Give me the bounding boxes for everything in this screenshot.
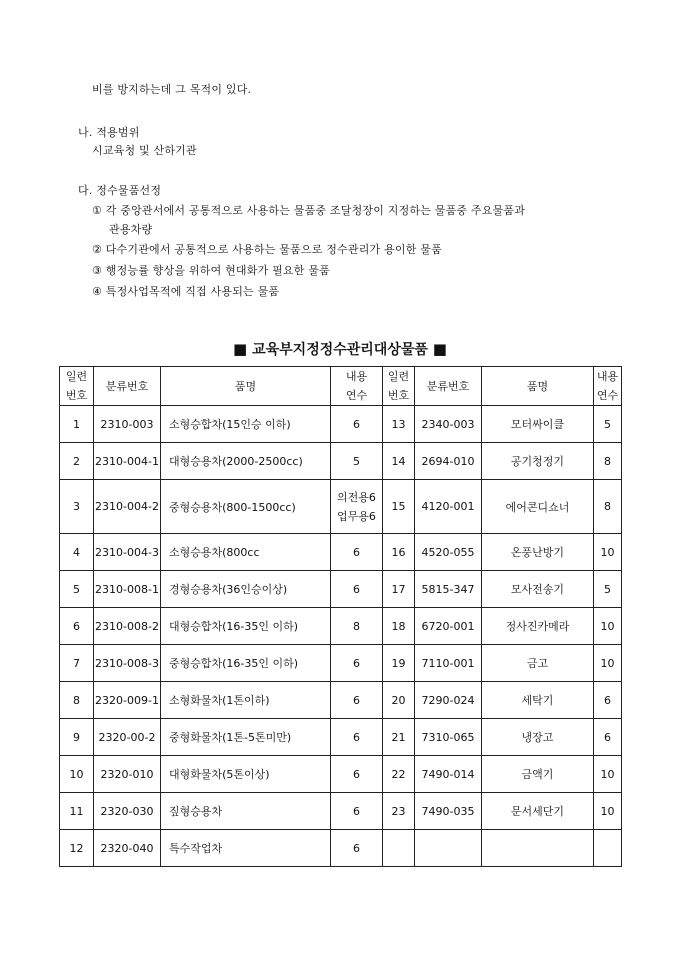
criteria-item-4: ④ 특정사업목적에 직접 사용되는 물품 <box>92 285 280 298</box>
life-cell: 6 <box>331 793 383 830</box>
life-cell: 6 <box>331 756 383 793</box>
name-cell: 금고 <box>482 645 594 682</box>
life-cell: 6 <box>331 682 383 719</box>
name-cell: 에어콘디쇼너 <box>482 480 594 534</box>
life-cell: 6 <box>594 719 622 756</box>
life-cell: 5 <box>594 406 622 443</box>
square-bullet-icon: ■ <box>233 340 248 358</box>
items-table <box>59 366 622 867</box>
code-cell: 7110-001 <box>415 645 482 682</box>
serial-cell: 20 <box>383 682 415 719</box>
name-cell: 중형승합차(16-35인 이하) <box>161 645 331 682</box>
table-row <box>60 608 622 645</box>
criteria-item-1: ① 각 중앙관서에서 공통적으로 사용하는 물품중 조달청장이 지정하는 물품중 주요물품과 <box>92 204 526 217</box>
serial-cell: 23 <box>383 793 415 830</box>
life-cell: 6 <box>331 719 383 756</box>
table-row <box>60 406 622 443</box>
table-title-text: 교육부지정정수관리대상물품 <box>252 342 428 358</box>
name-cell: 정사진카메라 <box>482 608 594 645</box>
name-cell: 온풍난방기 <box>482 534 594 571</box>
life-cell: 6 <box>331 830 383 867</box>
life-cell: 5 <box>594 571 622 608</box>
life-cell: 10 <box>594 645 622 682</box>
table-row <box>60 571 622 608</box>
table-row <box>60 793 622 830</box>
serial-cell: 13 <box>383 406 415 443</box>
name-cell: 소형승용차(800cc <box>161 534 331 571</box>
criteria-item-2: ② 다수기관에서 공통적으로 사용하는 물품으로 정수관리가 용이한 물품 <box>92 243 442 256</box>
name-cell: 공기청정기 <box>482 443 594 480</box>
code-cell: 2694-010 <box>415 443 482 480</box>
life-cell <box>331 480 383 534</box>
table-row <box>60 830 622 867</box>
table-row <box>60 645 622 682</box>
code-cell: 7490-035 <box>415 793 482 830</box>
life-business: 업무용6 <box>337 509 376 523</box>
serial-cell: 21 <box>383 719 415 756</box>
serial-cell <box>383 830 415 867</box>
section-na-body: 시교육청 및 산하기관 <box>92 144 197 157</box>
life-cell: 8 <box>594 480 622 534</box>
serial-cell: 18 <box>383 608 415 645</box>
code-cell: 2320-00-2 <box>94 719 161 756</box>
code-cell <box>415 830 482 867</box>
code-cell: 2310-003 <box>94 406 161 443</box>
table-row <box>60 534 622 571</box>
life-cell: 6 <box>594 682 622 719</box>
code-cell: 7290-024 <box>415 682 482 719</box>
code-cell: 2310-004-3 <box>94 534 161 571</box>
code-cell: 2310-008-3 <box>94 645 161 682</box>
name-cell: 경형승용차(36인승이상) <box>161 571 331 608</box>
square-bullet-icon: ■ <box>432 340 447 358</box>
name-cell: 짚형승용차 <box>161 793 331 830</box>
code-cell: 5815-347 <box>415 571 482 608</box>
code-cell: 7310-065 <box>415 719 482 756</box>
table-row <box>60 480 622 534</box>
life-cell: 10 <box>594 534 622 571</box>
header-name: 품명 <box>482 367 594 406</box>
code-cell: 2320-010 <box>94 756 161 793</box>
name-cell: 대형승용차(2000-2500cc) <box>161 443 331 480</box>
serial-cell: 1 <box>60 406 94 443</box>
life-cell: 6 <box>331 645 383 682</box>
code-cell: 2320-040 <box>94 830 161 867</box>
header-serial: 일련 번호 <box>383 367 415 406</box>
name-cell: 특수작업차 <box>161 830 331 867</box>
life-ceremonial: 의전용6 <box>337 490 376 504</box>
header-life: 내용 연수 <box>594 367 622 406</box>
life-cell: 8 <box>594 443 622 480</box>
criteria-item-3: ③ 행정능률 향상을 위하여 현대화가 필요한 물품 <box>92 264 330 277</box>
serial-cell: 17 <box>383 571 415 608</box>
name-cell: 중형승용차(800-1500cc) <box>161 480 331 534</box>
name-cell: 중형화물차(1톤-5톤미만) <box>161 719 331 756</box>
serial-cell: 19 <box>383 645 415 682</box>
code-cell: 2310-004-1 <box>94 443 161 480</box>
name-cell: 세탁기 <box>482 682 594 719</box>
serial-cell: 7 <box>60 645 94 682</box>
code-cell: 2320-030 <box>94 793 161 830</box>
name-cell: 냉장고 <box>482 719 594 756</box>
serial-cell: 6 <box>60 608 94 645</box>
serial-cell: 3 <box>60 480 94 534</box>
table-header-row <box>60 367 622 406</box>
code-cell: 2320-009-1 <box>94 682 161 719</box>
table-row <box>60 756 622 793</box>
serial-cell: 16 <box>383 534 415 571</box>
serial-cell: 22 <box>383 756 415 793</box>
serial-cell: 12 <box>60 830 94 867</box>
life-cell: 10 <box>594 793 622 830</box>
header-life: 내용 연수 <box>331 367 383 406</box>
section-da-heading: 다. 정수물품선정 <box>78 184 162 197</box>
serial-cell: 15 <box>383 480 415 534</box>
life-cell: 5 <box>331 443 383 480</box>
name-cell: 모터싸이클 <box>482 406 594 443</box>
header-serial: 일련 번호 <box>60 367 94 406</box>
code-cell: 2340-003 <box>415 406 482 443</box>
name-cell: 금액기 <box>482 756 594 793</box>
life-cell: 6 <box>331 534 383 571</box>
serial-cell: 9 <box>60 719 94 756</box>
section-na-heading: 나. 적용범위 <box>78 126 140 139</box>
name-cell <box>482 830 594 867</box>
life-cell: 6 <box>331 571 383 608</box>
code-cell: 2310-008-2 <box>94 608 161 645</box>
serial-cell: 10 <box>60 756 94 793</box>
table-row <box>60 719 622 756</box>
name-cell: 대형화물차(5톤이상) <box>161 756 331 793</box>
code-cell: 6720-001 <box>415 608 482 645</box>
serial-cell: 5 <box>60 571 94 608</box>
table-row <box>60 682 622 719</box>
header-code: 분류번호 <box>415 367 482 406</box>
name-cell: 소형화물차(1톤이하) <box>161 682 331 719</box>
table-row <box>60 443 622 480</box>
name-cell: 문서세단기 <box>482 793 594 830</box>
criteria-item-1-cont: 관용차량 <box>109 223 153 236</box>
header-code: 분류번호 <box>94 367 161 406</box>
table-title <box>0 339 680 359</box>
life-cell <box>594 830 622 867</box>
name-cell: 대형승합차(16-35인 이하) <box>161 608 331 645</box>
serial-cell: 11 <box>60 793 94 830</box>
serial-cell: 8 <box>60 682 94 719</box>
life-cell: 10 <box>594 756 622 793</box>
code-cell: 7490-014 <box>415 756 482 793</box>
life-cell: 8 <box>331 608 383 645</box>
header-name: 품명 <box>161 367 331 406</box>
name-cell: 모사전송기 <box>482 571 594 608</box>
code-cell: 2310-004-2 <box>94 480 161 534</box>
serial-cell: 14 <box>383 443 415 480</box>
serial-cell: 2 <box>60 443 94 480</box>
code-cell: 4120-001 <box>415 480 482 534</box>
code-cell: 4520-055 <box>415 534 482 571</box>
life-cell: 10 <box>594 608 622 645</box>
name-cell: 소형승합차(15인승 이하) <box>161 406 331 443</box>
code-cell: 2310-008-1 <box>94 571 161 608</box>
serial-cell: 4 <box>60 534 94 571</box>
intro-line: 비를 방지하는데 그 목적이 있다. <box>92 83 252 96</box>
life-cell: 6 <box>331 406 383 443</box>
